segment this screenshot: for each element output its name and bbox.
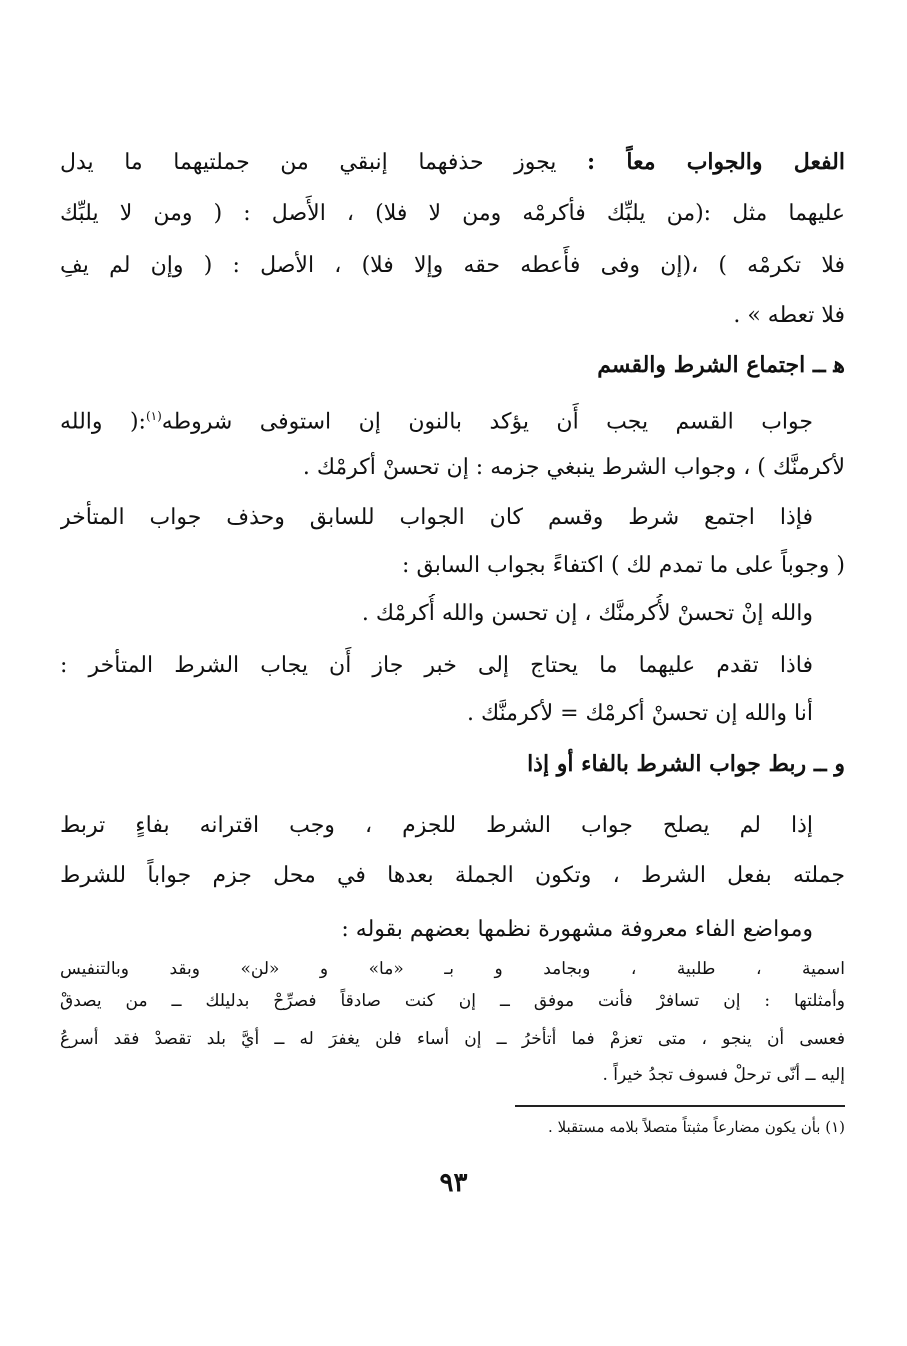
section-heading-waw: و ــ ربط جواب الشرط بالفاء أو إذا	[527, 751, 845, 777]
paragraph-line	[60, 396, 845, 436]
term-heading: الفعل والجواب معاً :	[587, 149, 845, 175]
footnote-marker: (١)	[145, 409, 162, 423]
section-heading-he: ﻫ ــ اجتماع الشرط والقسم	[597, 352, 845, 378]
paragraph-line: إذا لم يصلح جواب الشرط للجزم ، وجب اقترانه بفاءٍ تربط	[60, 813, 813, 838]
paragraph-line: فلا تعطه » .	[733, 303, 845, 328]
paragraph-line: فاذا تقدم عليهما ما يحتاج إلى خبر جاز أَن يجاب الشرط المتأخر :	[60, 653, 813, 678]
example-line: والله إنْ تحسنْ لأُكرمنَّك ، إن تحسن والله أُكرمْك .	[361, 601, 813, 626]
paragraph-line: عليهما مثل :(من يلبِّك فأكرمْه ومن لا فلا) ، الأَصل : ( ومن لا يلبِّك	[60, 201, 845, 226]
paragraph-line	[60, 142, 845, 182]
line-text: يجوز حذفهما إنبقي من جملتيهما ما يدل	[60, 150, 588, 175]
line-text: :( والله	[60, 409, 146, 435]
paragraph-line: جملته بفعل الشرط ، وتكون الجملة بعدها في محل جزم جواباً للشرط	[60, 863, 845, 888]
paragraph-line: ومواضع الفاء معروفة مشهورة نظمها بعضهم بقوله :	[341, 917, 813, 942]
example-line: وأمثلتها : إن تسافرْ فأنت موفق ــ إن كنت صادقاً فصرِّحْ بدليلك ــ من يصدقْ	[60, 991, 845, 1011]
example-line: فعسى أن ينجو ، متى تعزمْ فما أتأخرُ ــ إن أساء فلن يغفرَ له ــ أيَّ بلد تقصدْ فقد أسرعُ	[60, 1029, 845, 1049]
paragraph-line: لأكرمنَّك ) ، وجواب الشرط ينبغي جزمه : إن تحسنْ أكرمْك .	[302, 455, 845, 480]
footnote: (١) بأن يكون مضارعاً مثبتاً متصلاً بلامه مستقبلا .	[548, 1118, 845, 1136]
example-line: إليه ــ أنّى ترحلْ فسوف تجدُ خيراً .	[602, 1065, 845, 1085]
line-text: جواب القسم يجب أَن يؤكد بالنون إن استوفى شروطه	[161, 409, 813, 435]
example-line: أنا والله إن تحسنْ أكرمْك = لأكرمنَّك .	[467, 701, 813, 726]
paragraph-line: فلا تكرمْه ) ،(إن وفى فأَعطه حقه وإلا فلا) ، الأصل : ( وإن لم يفِ	[60, 253, 845, 278]
verse-line: اسمية ، طلبية ، وبجامد و بـ «ما» و «لن» وبقد وبالتنفيس	[60, 959, 845, 979]
paragraph-line: ( وجوباً على ما تمدم لك ) اكتفاءً بجواب السابق :	[402, 553, 845, 578]
page-number: ٩٣	[439, 1168, 468, 1198]
footnote-divider	[515, 1105, 845, 1107]
paragraph-line: فإذا اجتمع شرط وقسم كان الجواب للسابق وحذف جواب المتأخر	[60, 505, 813, 530]
